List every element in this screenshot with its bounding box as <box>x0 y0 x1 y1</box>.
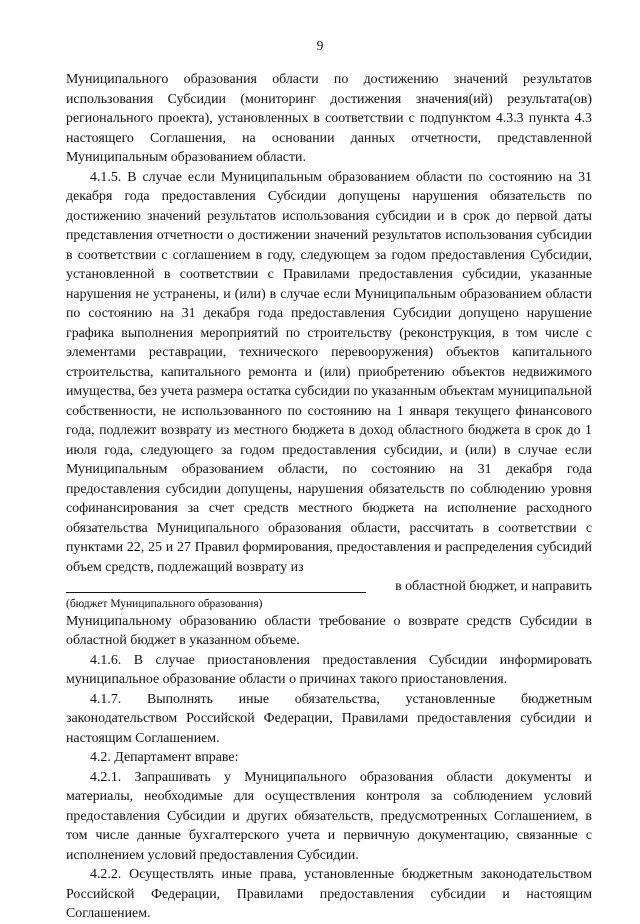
fill-in-caption: (бюджет Муниципального образования) <box>66 597 263 610</box>
document-body <box>66 70 592 924</box>
fill-in-line <box>66 577 592 597</box>
paragraph-4-1-5-end: Муниципальному образованию области требование о возврате средств Субсидии в областной бюджет в указанном объеме. <box>66 613 592 648</box>
fill-in-line-text: в областной бюджет, и направить <box>395 579 592 594</box>
paragraph-4-2-1: 4.2.1. Запрашивать у Муниципального образования области документы и материалы, необходимые для осуществления контроля за соблюдением условий предоставления Субсидии и других обязательств, предусмотренных Соглашением, в том числе данные бухгалтерского учета и первичную документацию, связанные с исполнением условий предоставления Субсидии. <box>66 769 592 863</box>
paragraph-continuation: Муниципального образования области по достижению значений результатов использования Субсидии (мониторинг достижения значения(ий) результата(ов) регионального проекта), установленных в соответствии с подпунктом 4.3.3 пункта 4.3 настоящего Соглашения, на основании данных отчетности, представленной Муниципальным образованием области. <box>66 72 592 165</box>
page-number: 9 <box>316 38 324 53</box>
paragraph-4-2: 4.2. Департамент вправе: <box>90 750 239 765</box>
paragraph-4-2-2: 4.2.2. Осуществлять иные права, установленные бюджетным законодательством Российской Федерации, Правилами предоставления субсидии и настоящим Соглашением. <box>66 867 592 921</box>
paragraph-4-1-6: 4.1.6. В случае приостановления предоставления Субсидии информировать муниципальное образование области о причинах такого приостановления. <box>66 652 592 687</box>
blank-rule <box>66 578 366 593</box>
paragraph-4-1-5: 4.1.5. В случае если Муниципальным образованием области по состоянию на 31 декабря года предоставления Субсидии допущены нарушения обязательств по достижению значений результатов использования субсидии и в срок до первой даты представления отчетности о достижении значений результатов использования субсидии в соответствии с соглашением в году, следующем за годом предоставления Субсидии, установленной в соответствии с Правилами предоставления субсидии, указанные нарушения не устранены, и (или) в случае если Муниципальным образованием области по состоянию на 31 декабря года предоставления Субсидии допущено нарушение графика выполнения мероприятий по строительству (реконструкция, в том числе с элементами реставрации, технического перевооружения) объектов капитального строительства, капитального ремонта и (или) приобретению объектов недвижимого имущества, без учета размера остатка субсидии по указанным объектам муниципальной собственности, не использованного по состоянию на 1 января текущего финансового года, подлежит возврату из местного бюджета в доход областного бюджета в срок до 1 июля года, следующего за годом предоставления субсидии, и (или) в случае если Муниципальным образованием области, по состоянию на 31 декабря года предоставления субсидии допущены, нарушения обязательств по соблюдению уровня софинансирования за счет средств местного бюджета на исполнение расходного обязательства Муниципального образования области, рассчитать в соответствии с пунктами 22, 25 и 27 Правил формирования, предоставления и распределения субсидий объем средств, подлежащий возврату из <box>66 169 592 575</box>
paragraph-4-1-7: 4.1.7. Выполнять иные обязательства, установленные бюджетным законодательством Российской Федерации, Правилами предоставления субсидии и настоящим Соглашением. <box>66 691 592 746</box>
